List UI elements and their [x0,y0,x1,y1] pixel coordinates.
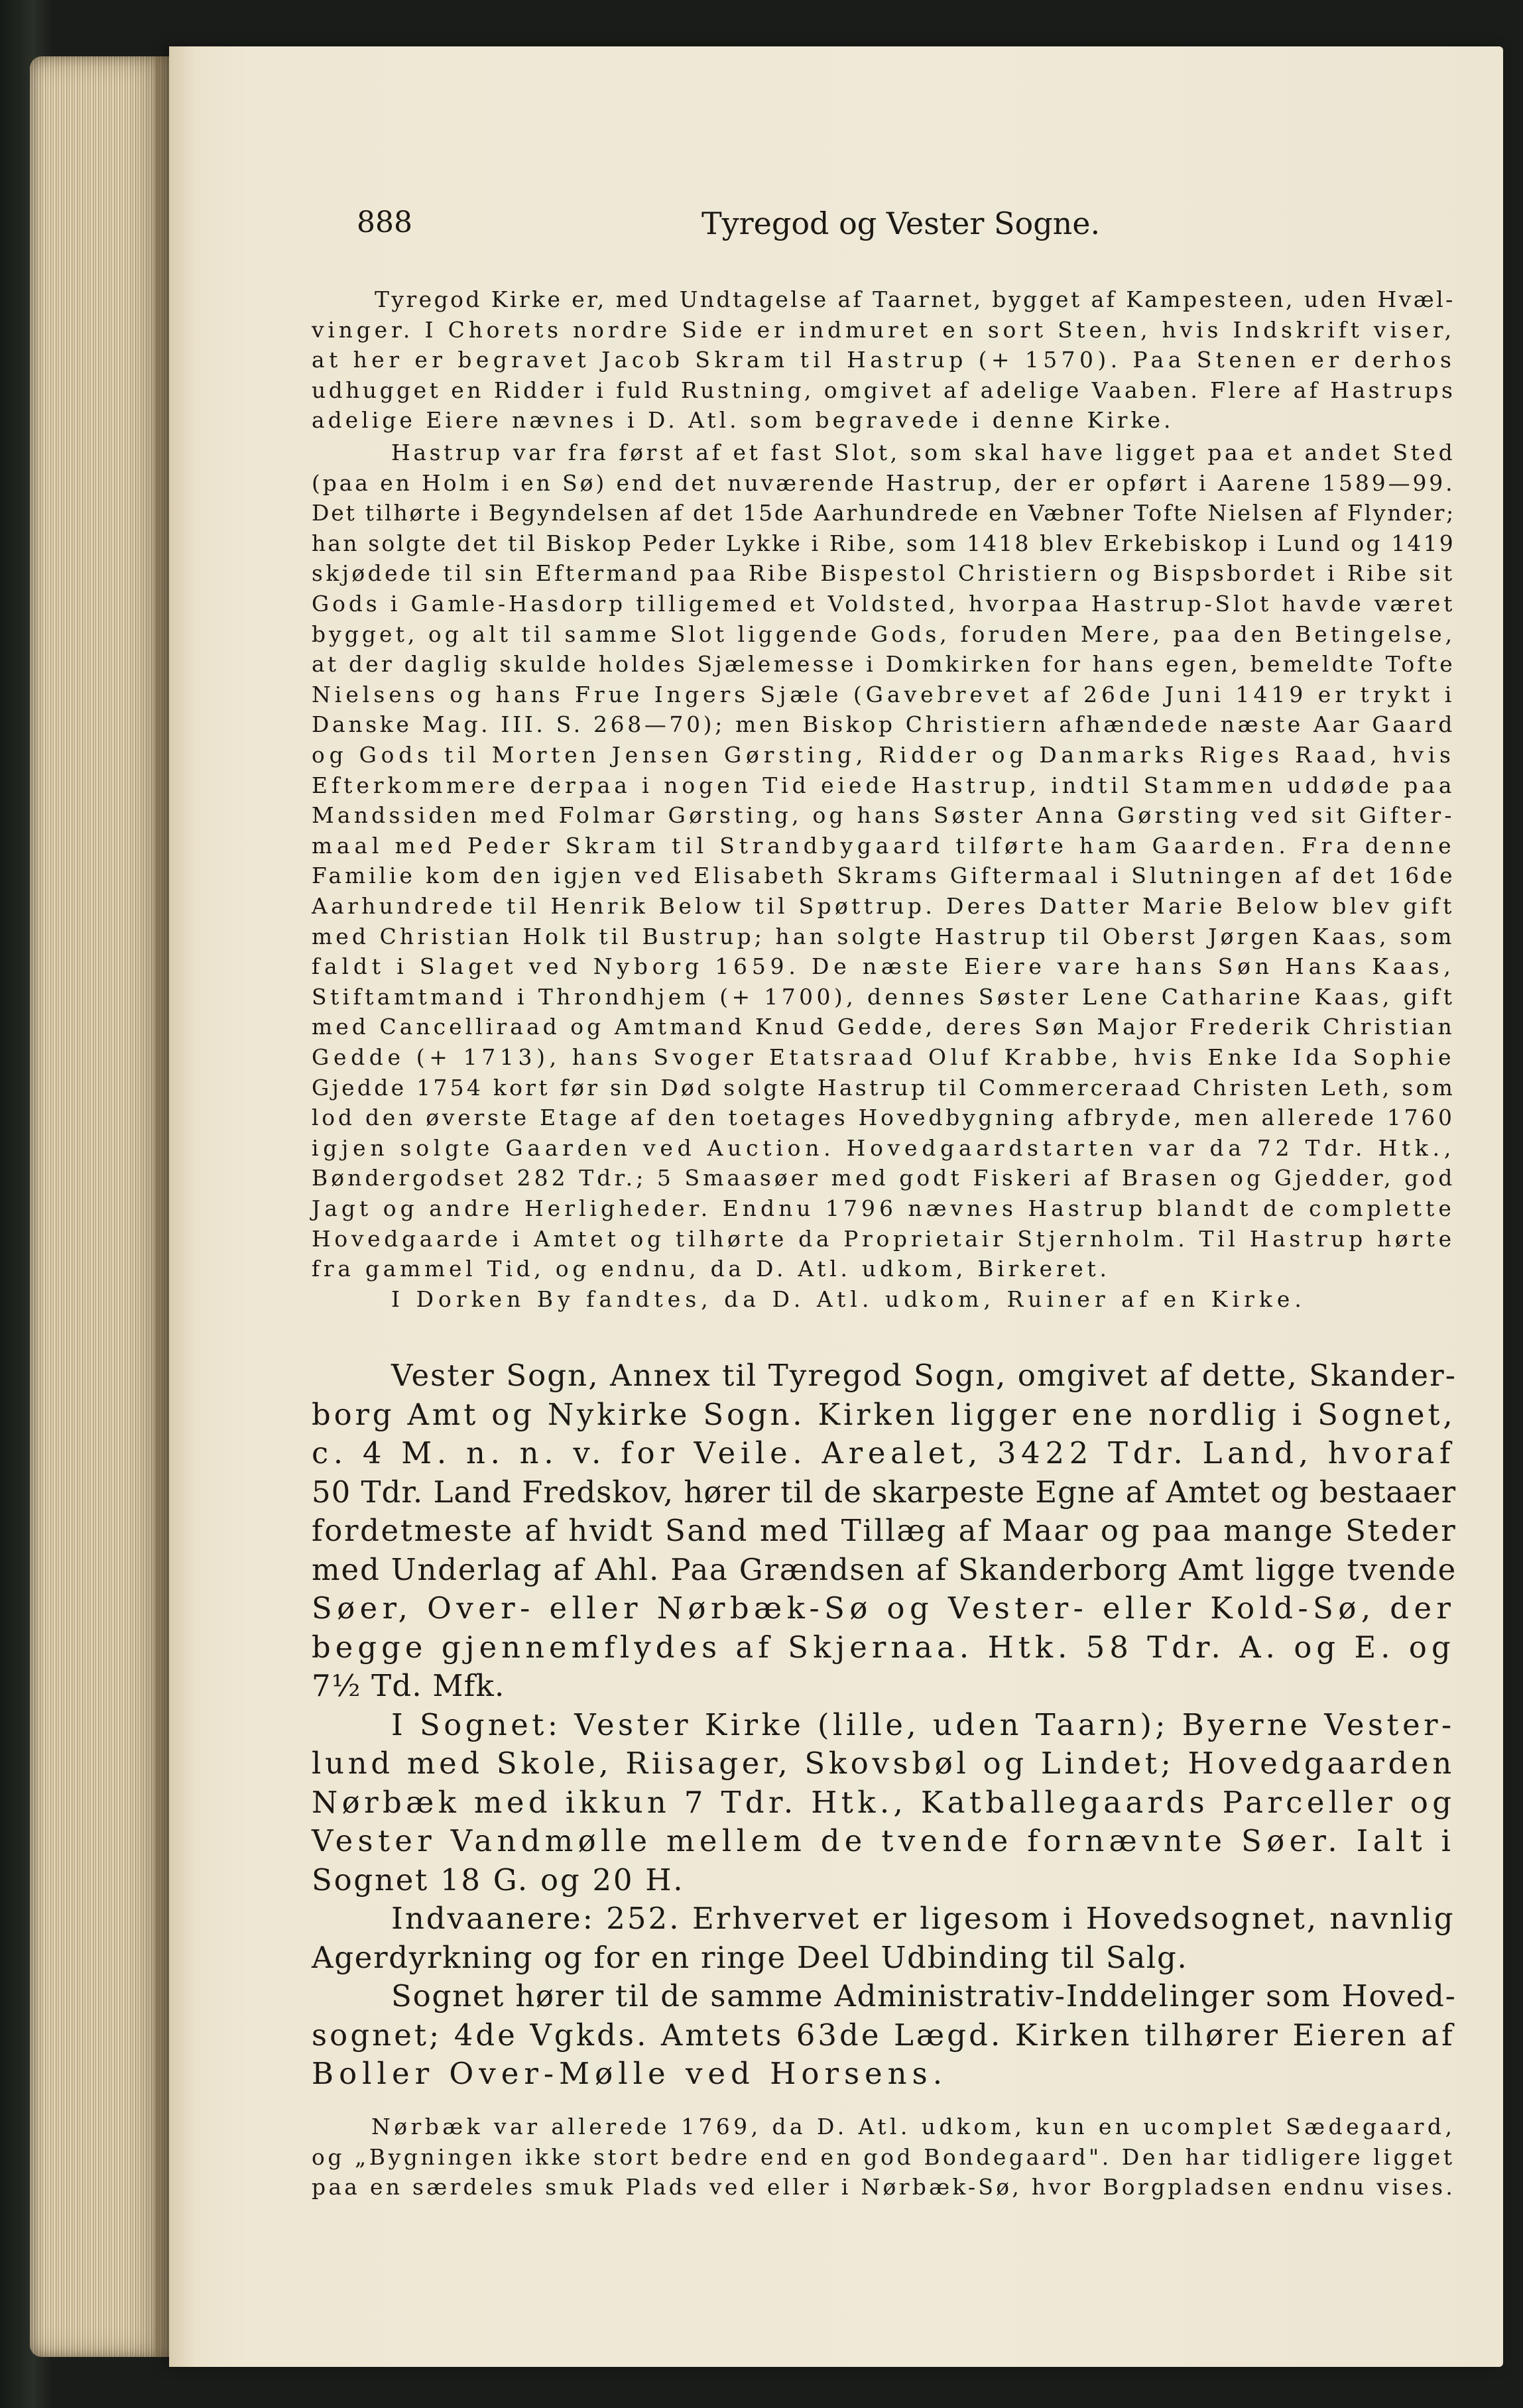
main-text-line: lund med Skole, Riisager, Skovsbøl og Lindet; Hovedgaarden [312,1746,1455,1781]
running-title: Tyregod og Vester Sogne. [701,206,1101,241]
paragraph-small-2-line: han solgte det til Biskop Peder Lykke i Ribe, som 1418 blev Erkebiskop i Lund og 1419 [312,530,1455,556]
paragraph-small-2-line: faldt i Slaget ved Nyborg 1659. De næste Eiere vare hans Søn Hans Kaas, [312,953,1455,980]
paragraph-small-2-line: Gods i Gamle-Hasdorp tilligemed et Voldsted, hvorpaa Hastrup-Slot havde været [312,591,1456,617]
paragraph-small-3-line: paa en særdeles smuk Plads ved eller i Nørbæk-Sø, hvor Borgpladsen endnu vises. [312,2174,1456,2200]
paragraph-small-2-line: Nielsens og hans Frue Ingers Sjæle (Gavebrevet af 26de Juni 1419 er trykt i [312,681,1456,707]
paragraph-small-2-line: Gjedde 1754 kort før sin Død solgte Hastrup til Commerceraad Christen Leth, som [312,1074,1456,1101]
paragraph-small-3-line: og „Bygningen ikke stort bedre end en god Bondegaard". Den har tidligere ligget [312,2143,1455,2170]
main-text-line: borg Amt og Nykirke Sogn. Kirken ligger ene nordlig i Sognet, [312,1396,1456,1432]
main-text-line: Sognet hører til de samme Administrativ-Inddelinger som Hoved- [391,1978,1457,2014]
paragraph-small-1-line: at her er begravet Jacob Skram til Hastrup (+ 1570). Paa Stenen er derhos [312,347,1456,373]
paragraph-small-2-line: maal med Peder Skram til Strandbygaard tilførte ham Gaarden. Fra denne [312,832,1456,859]
main-text-line: c. 4 M. n. n. v. for Veile. Arealet, 3422 Tdr. Land, hvoraf [312,1435,1456,1471]
paragraph-small-1-line: Tyregod Kirke er, med Undtagelse af Taarnet, bygget af Kampesteen, uden Hvæl- [375,286,1455,312]
paragraph-small-2-line: skjødede til sin Eftermand paa Ribe Bispestol Christiern og Bispsbordet i Ribe sit [312,560,1455,587]
main-text-line: begge gjennemflydes af Skjernaa. Htk. 58 Tdr. A. og E. og [312,1629,1455,1665]
paragraph-small-1-line: udhugget en Ridder i fuld Rustning, omgivet af adelige Vaaben. Flere af Hastrups [312,377,1456,403]
paragraph-small-2-line: Danske Mag. III. S. 268—70); men Biskop Christiern afhændede næste Aar Gaard [312,711,1456,738]
paragraph-small-2-line: Familie kom den igjen ved Elisabeth Skrams Giftermaal i Slutningen af det 16de [312,863,1456,889]
paragraph-small-2-line: bygget, og alt til samme Slot liggende Gods, foruden Mere, paa den Betingelse, [312,621,1456,647]
paragraph-small-2-line: med Cancelliraad og Amtmand Knud Gedde, deres Søn Major Frederik Christian [312,1014,1455,1040]
paragraph-small-2-line: Det tilhørte i Begyndelsen af det 15de Aarhundrede en Væbner Tofte Nielsen af Flynder; [312,500,1456,526]
main-text-line: Nørbæk med ikkun 7 Tdr. Htk., Katballegaards Parceller og [312,1784,1456,1820]
paragraph-small-2-line: Mandssiden med Folmar Gørsting, og hans Søster Anna Gørsting ved sit Gifter- [312,802,1455,829]
main-text-line: Sognet 18 G. og 20 H. [312,1862,685,1897]
main-text-line: Boller Over-Mølle ved Horsens. [312,2056,948,2091]
main-text-line: sognet; 4de Vgkds. Amtets 63de Lægd. Kirken tilhører Eieren af [312,2017,1455,2053]
page-number: 888 [357,206,412,239]
paragraph-small-2-line: Hovedgaarde i Amtet og tilhørte da Proprietair Stjernholm. Til Hastrup hørte [312,1225,1455,1252]
main-text-line: Agerdyrkning og for en ringe Deel Udbinding til Salg. [312,1939,1188,1975]
paragraph-small-2-line: I Dorken By fandtes, da D. Atl. udkom, Ruiner af en Kirke. [391,1286,1306,1312]
paragraph-small-2-line: igjen solgte Gaarden ved Auction. Hovedgaardstarten var da 72 Tdr. Htk., [312,1134,1456,1161]
paragraph-small-2-line: og Gods til Morten Jensen Gørsting, Ridder og Danmarks Riges Raad, hvis [312,742,1455,768]
paragraph-small-2-line: lod den øverste Etage af den toetages Hovedbygning afbryde, men allerede 1760 [312,1105,1455,1131]
paragraph-small-1-line: vinger. I Chorets nordre Side er indmuret en sort Steen, hvis Indskrift viser, [312,316,1455,343]
main-text-line: fordetmeste af hvidt Sand med Tillæg af Maar og paa mange Steder [312,1513,1457,1548]
paragraph-small-2-line: (paa en Holm i en Sø) end det nuværende Hastrup, der er opført i Aarene 1589—99. [312,469,1455,496]
main-text-line: 7½ Td. Mfk. [312,1668,505,1703]
paragraph-small-2-line: Jagt og andre Herligheder. Endnu 1796 nævnes Hastrup blandt de complette [312,1195,1455,1221]
paragraph-small-3-line: Nørbæk var allerede 1769, da D. Atl. udkom, kun en ucomplet Sædegaard, [371,2114,1456,2139]
main-text-line: Indvaanere: 252. Erhvervet er ligesom i Hovedsognet, navnlig [391,1901,1455,1936]
paragraph-small-2-line: Stiftamtmand i Throndhjem (+ 1700), dennes Søster Lene Catharine Kaas, gift [312,983,1456,1010]
paragraph-small-2-line: fra gammel Tid, og endnu, da D. Atl. udkom, Birkeret. [312,1256,1111,1282]
main-text-line: Vester Sogn, Annex til Tyregod Sogn, omgivet af dette, Skander- [391,1358,1457,1393]
paragraph-small-2-line: at der daglig skulde holdes Sjælemesse i Domkirken for hans egen, bemeldte Tofte [312,651,1455,678]
main-text-line: Vester Vandmølle mellem de tvende fornævnte Søer. Ialt i [312,1823,1456,1858]
main-text-line: med Underlag af Ahl. Paa Grændsen af Skanderborg Amt ligge tvende [312,1551,1457,1587]
paragraph-small-2-line: Efterkommere derpaa i nogen Tid eiede Hastrup, indtil Stammen uddøde paa [312,772,1456,798]
paragraph-small-1-line: adelige Eiere nævnes i D. Atl. som begravede i denne Kirke. [312,407,1174,433]
paragraph-small-2-line: Gedde (+ 1713), hans Svoger Etatsraad Oluf Krabbe, hvis Enke Ida Sophie [312,1044,1456,1070]
main-text-line: I Sognet: Vester Kirke (lille, uden Taarn); Byerne Vester- [391,1707,1455,1742]
main-text-line: Søer, Over- eller Nørbæk-Sø og Vester- eller Kold-Sø, der [312,1591,1456,1626]
main-text-line: 50 Tdr. Land Fredskov, hører til de skarpeste Egne af Amtet og bestaaer [312,1474,1457,1510]
paragraph-small-2-line: Aarhundrede til Henrik Below til Spøttrup. Deres Datter Marie Below blev gift [312,893,1455,919]
book-page-edges [30,56,172,2357]
paragraph-small-2-line: Hastrup var fra først af et fast Slot, som skal have ligget paa et andet Sted [391,440,1456,465]
paragraph-small-2-line: Bøndergodset 282 Tdr.; 5 Smaasøer med godt Fiskeri af Brasen og Gjedder, god [312,1165,1456,1191]
paragraph-small-2-line: med Christian Holk til Bustrup; han solgte Hastrup til Oberst Jørgen Kaas, som [312,923,1455,949]
